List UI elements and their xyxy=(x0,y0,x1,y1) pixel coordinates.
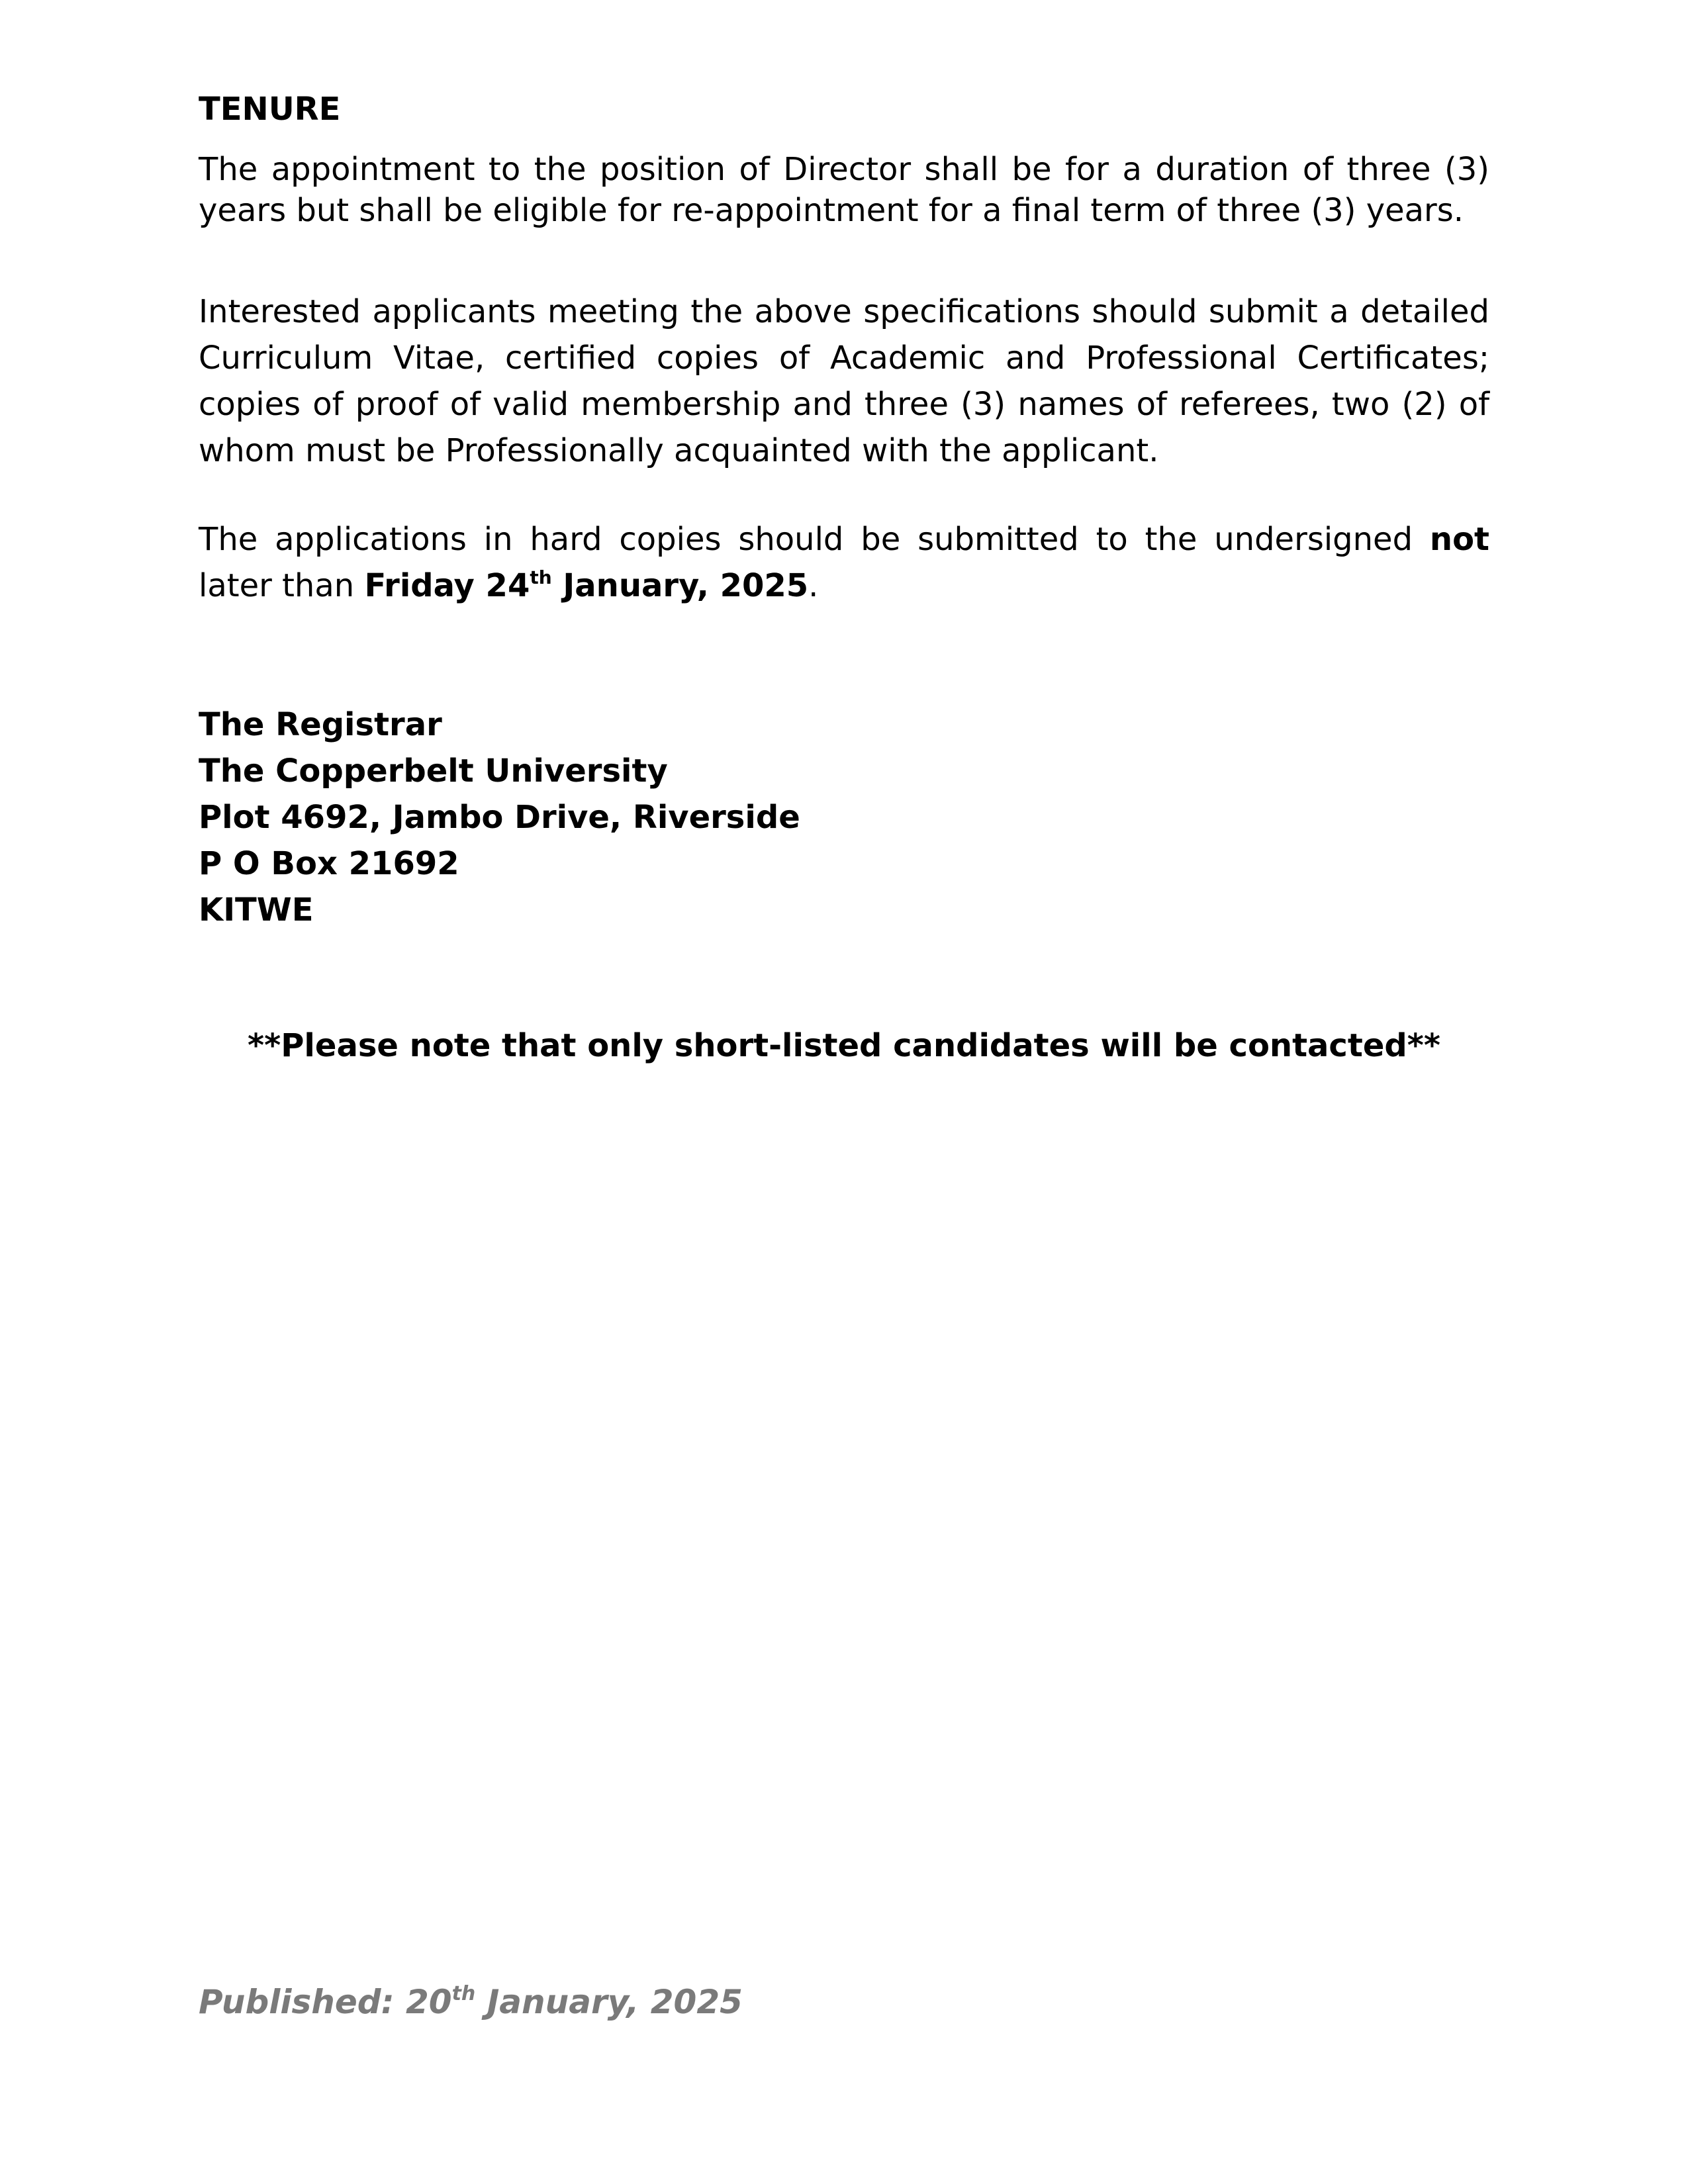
published-date xyxy=(199,1979,743,2025)
address-line: P O Box 21692 xyxy=(199,845,459,882)
deadline-date xyxy=(364,567,808,604)
shortlist-note: **Please note that only short-listed candidates will be contacted** xyxy=(248,1027,1440,1064)
deadline-emphasis: not xyxy=(1429,521,1489,558)
tenure-heading: TENURE xyxy=(199,91,341,128)
published-suffix: th xyxy=(451,1982,476,2006)
registrar-address xyxy=(199,702,800,933)
deadline-date-rest: January, 2025 xyxy=(551,567,809,604)
deadline-date-day: Friday 24 xyxy=(364,567,530,604)
published-label: Published: 20 xyxy=(199,1983,452,2021)
deadline-end-punct: . xyxy=(808,567,819,604)
deadline-text-before: The applications in hard copies should be submitted to the undersigned xyxy=(199,521,1430,558)
tenure-paragraph: The appointment to the position of Director shall be for a duration of three (3) years but shall be eligible for re-appointment for a final term of three (3) years. xyxy=(199,151,1489,229)
published-rest: January, 2025 xyxy=(475,1983,743,2021)
deadline-date-suffix: th xyxy=(530,567,552,588)
address-line: The Copperbelt University xyxy=(199,752,668,790)
application-paragraph: Interested applicants meeting the above specifications should submit a detailed Curriculum Vitae, certified copies of Academic and Professional Certificates; copies of proof of valid membership and three (3) names of referees, two (2) of whom must be Professionally acquainted with the applicant. xyxy=(199,293,1489,469)
address-line: Plot 4692, Jambo Drive, Riverside xyxy=(199,799,800,836)
deadline-paragraph xyxy=(199,516,1489,609)
address-line: The Registrar xyxy=(199,706,442,743)
deadline-text-after: later than xyxy=(199,567,355,604)
address-line: KITWE xyxy=(199,891,314,929)
